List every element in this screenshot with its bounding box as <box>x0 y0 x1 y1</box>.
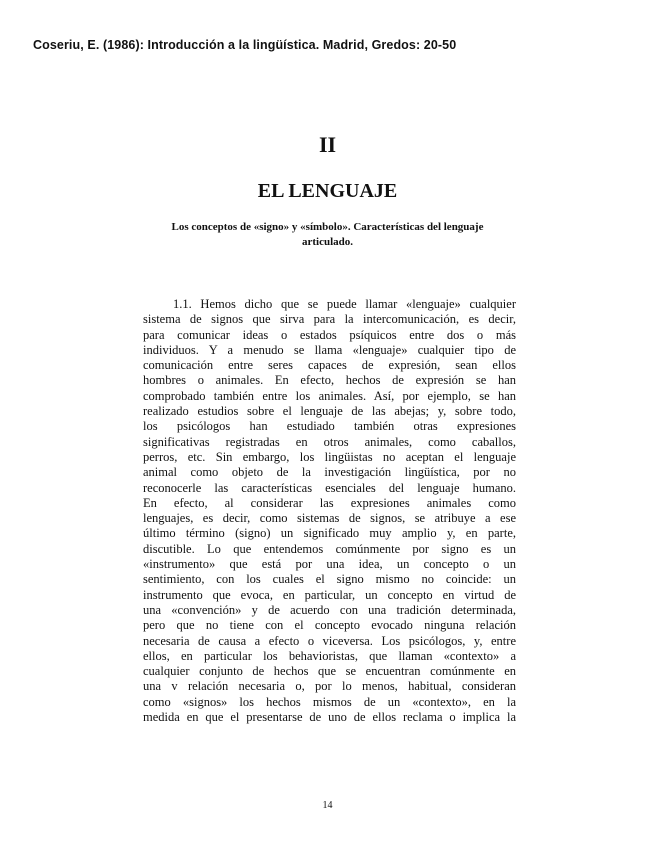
body-line: significativas registradas en otros animales, como caballos, <box>143 434 516 449</box>
body-line: realizado estudios sobre el lenguaje de las abejas; y, sobre todo, <box>143 404 516 419</box>
body-line: ellos, en particular los behavioristas, que llaman «contexto» a <box>143 648 516 663</box>
body-line: una v relación necesaria o, por lo menos, habitual, consideran <box>143 679 516 694</box>
body-line: lenguajes, es decir, como sistemas de signos, se atribuye a ese <box>143 511 516 526</box>
body-line: discutible. Lo que entendemos comúnmente por signo es un <box>143 541 516 556</box>
body-line: comunicación entre seres capaces de expresión, sean ellos <box>143 358 516 373</box>
citation-header: Coseriu, E. (1986): Introducción a la lingüística. Madrid, Gredos: 20-50 <box>33 38 457 52</box>
chapter-subtitle: Los conceptos de «signo» y «símbolo». Características del lenguaje articulado. <box>171 221 484 248</box>
body-line: perros, etc. Sin embargo, los lingüistas no aceptan el lenguaje <box>143 449 516 464</box>
body-line: cualquier conjunto de hechos que se encuentran comúnmente en <box>143 664 516 679</box>
body-line: animal como objeto de la investigación lingüística, por no <box>143 465 516 480</box>
body-line: reconocerle las características esenciales del lenguaje humano. <box>143 480 516 495</box>
chapter-number: II <box>318 132 337 157</box>
body-line: para comunicar ideas o estados psíquicos entre dos o más <box>143 327 516 342</box>
chapter-title: EL LENGUAJE <box>257 180 398 202</box>
body-line: pero que no tiene con el concepto evocado ninguna relación <box>143 618 516 633</box>
body-line: último término (signo) un significado muy amplio y, en parte, <box>143 526 516 541</box>
body-line: comprobado también entre los animales. Así, por ejemplo, se han <box>143 388 516 403</box>
body-line: medida en que el presentarse de uno de ellos reclama o implica la <box>143 710 516 725</box>
body-line: «instrumento» que está por una idea, un concepto o un <box>143 557 516 572</box>
body-paragraph <box>143 297 516 725</box>
body-line: sentimiento, con los cuales el signo mismo no coincide: un <box>143 572 516 587</box>
body-line: necesaria de causa a efecto o viceversa. Los psicólogos, y, entre <box>143 633 516 648</box>
body-line: sistema de signos que sirva para la intercomunicación, es decir, <box>143 312 516 327</box>
body-line: individuos. Y a menudo se llama «lenguaje» cualquier tipo de <box>143 342 516 357</box>
body-line: En efecto, al considerar las expresiones animales como <box>143 495 516 510</box>
body-line: hombres o animales. En efecto, hechos de expresión se han <box>143 373 516 388</box>
body-line: 1.1. Hemos dicho que se puede llamar «lenguaje» cualquier <box>173 297 516 311</box>
body-line: una «convención» y de acuerdo con una tradición determinada, <box>143 602 516 617</box>
body-line: los psicólogos han estudiado también otras expresiones <box>143 419 516 434</box>
body-line: instrumento que evoca, en particular, un concepto en virtud de <box>143 587 516 602</box>
page-number: 14 <box>322 800 333 811</box>
body-line: como «signos» los hechos mismos de un «contexto», en la <box>143 694 516 709</box>
